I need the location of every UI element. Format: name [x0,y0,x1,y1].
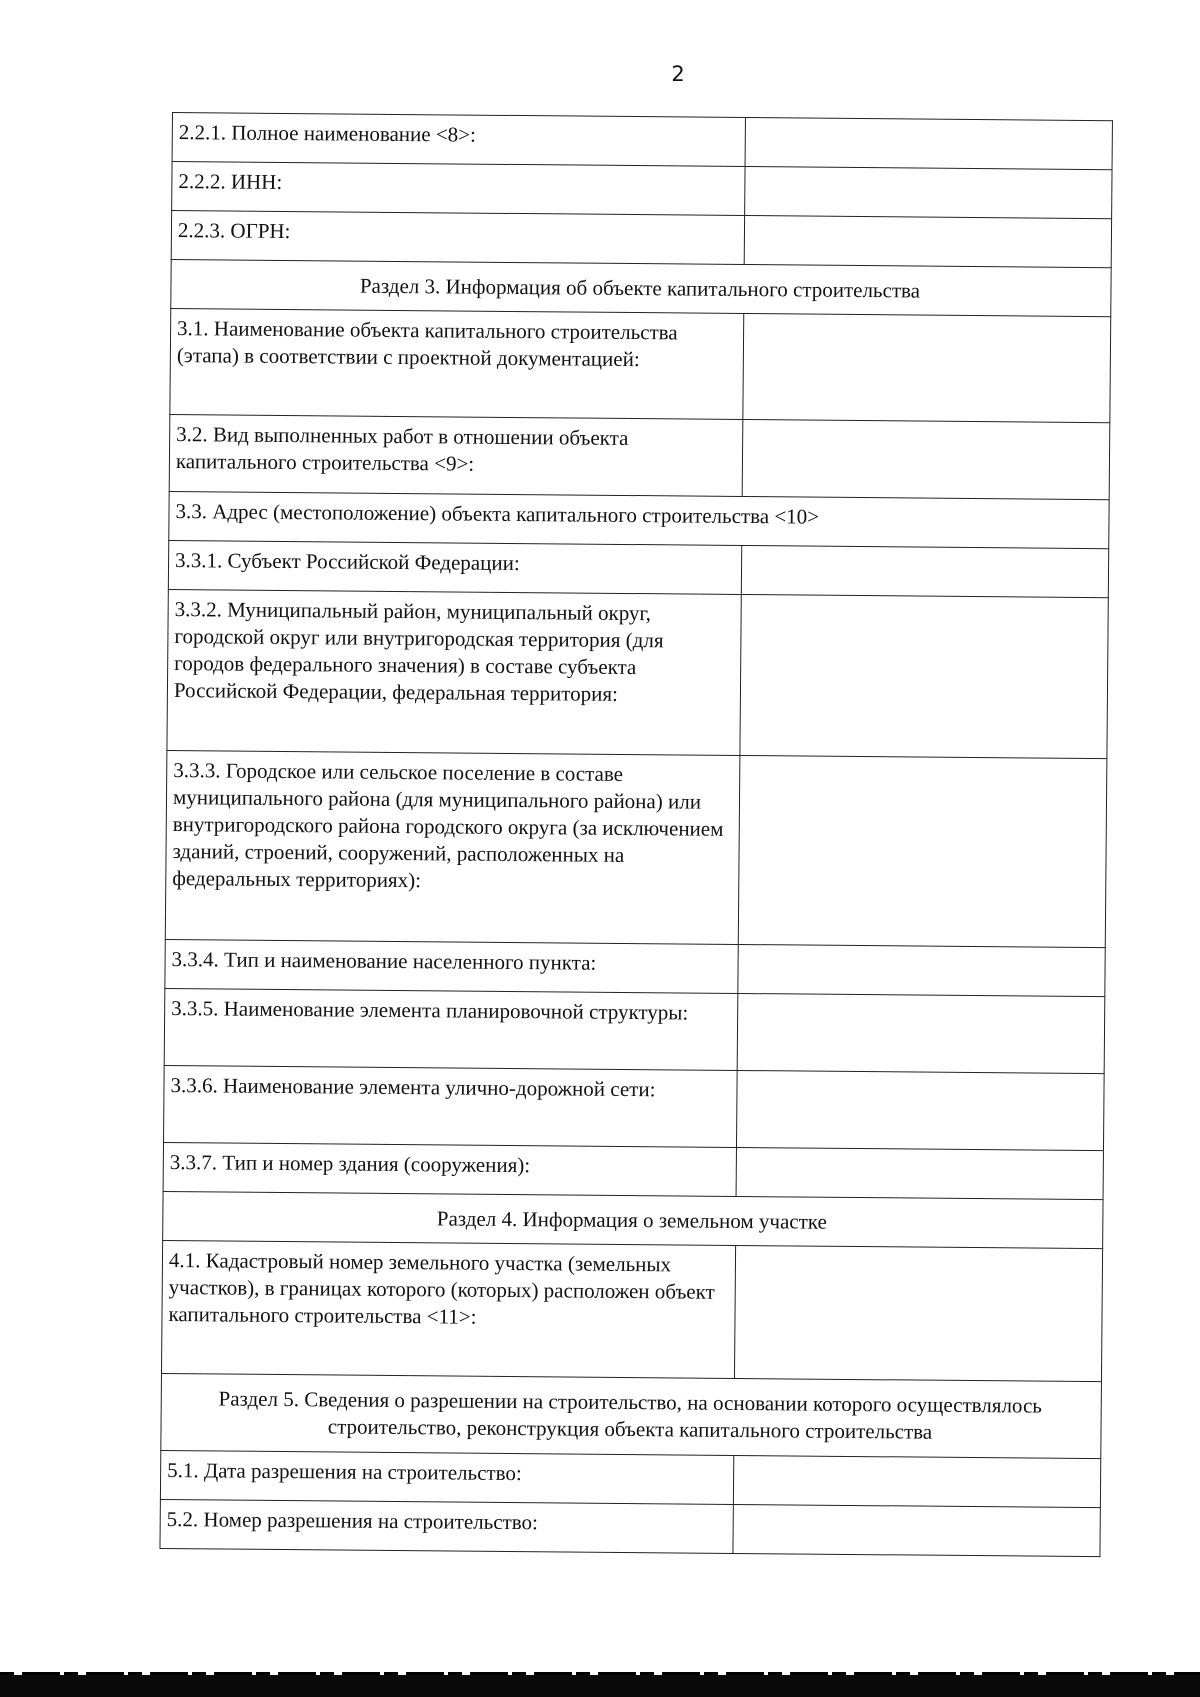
field-label: 2.2.3. ОГРН: [171,211,744,265]
field-label: 3.3. Адрес (местоположение) объекта капитального строительства <10> [169,491,1109,548]
field-label: 3.3.6. Наименование элемента улично-дорожной сети: [164,1065,738,1147]
form-row [169,491,1109,548]
form-row [167,589,1108,758]
field-label: 5.2. Номер разрешения на строительство: [160,1499,733,1553]
section-title: Раздел 4. Информация о земельном участке [163,1191,1103,1248]
field-value-cell[interactable] [734,1245,1102,1381]
field-label: 3.3.7. Тип и номер здания (сооружения): [163,1142,736,1196]
field-label: 5.1. Дата разрешения на строительство: [160,1450,733,1504]
section-header-row [171,259,1111,316]
field-value-cell[interactable] [736,1147,1103,1199]
form-row [170,308,1111,422]
field-value-cell[interactable] [736,1070,1104,1150]
field-label: 3.1. Наименование объекта капитального строительства (этапа) в соответствии с проектной документацией: [170,308,744,419]
field-label: 3.3.3. Городское или сельское поселение в составе муниципального района (для муниципального района) или внутригородского района городского округа (за исключением зданий, строений, сооружений, расположенных на федеральных территориях): [165,750,740,944]
form-row [160,1499,1100,1556]
form-row [164,1065,1105,1150]
field-value-cell[interactable] [738,755,1107,947]
field-value-cell[interactable] [744,216,1111,268]
field-label: 4.1. Кадастровый номер земельного участка (земельных участков), в границах которого (которых) расположен объект капитального строительства <11>: [161,1240,735,1378]
form-row [161,1240,1102,1381]
field-label: 2.2.1. Полное наименование <8>: [172,113,745,167]
form-row [160,1450,1100,1507]
form-row [165,750,1107,947]
section-title: Раздел 3. Информация об объекте капитального строительства [171,259,1111,316]
field-label: 3.3.4. Тип и наименование населенного пункта: [165,939,738,993]
field-label: 3.3.5. Наименование элемента планировочной структуры: [164,988,738,1070]
page-number: 2 [671,62,685,86]
field-label: 2.2.2. ИНН: [172,162,745,216]
field-value-cell[interactable] [741,545,1108,597]
form-row [169,414,1110,499]
form-row [164,988,1105,1073]
form-row [165,939,1105,996]
form-table [159,112,1113,1557]
field-value-cell[interactable] [743,313,1111,422]
field-value-cell[interactable] [745,167,1112,219]
form-row [172,113,1112,170]
field-value-cell[interactable] [733,1504,1100,1556]
section-header-row [161,1373,1102,1458]
field-value-cell[interactable] [740,594,1108,758]
field-value-cell[interactable] [745,118,1112,170]
form-row [168,540,1108,597]
form-row [171,211,1111,268]
field-label: 3.2. Вид выполненных работ в отношении объекта капитального строительства <9>: [169,414,743,496]
section-header-row [163,1191,1103,1248]
field-label: 3.3.1. Субъект Российской Федерации: [168,540,741,594]
field-value-cell[interactable] [737,993,1105,1073]
field-value-cell[interactable] [742,419,1110,499]
scan-edge-band [0,1675,1200,1697]
section-title: Раздел 5. Сведения о разрешении на строительство, на основании которого осуществлялось строительство, реконструкция объекта капитального строительства [161,1373,1102,1458]
form-row [163,1142,1103,1199]
form-table-body [160,113,1112,1557]
field-value-cell[interactable] [733,1455,1100,1507]
field-value-cell[interactable] [738,944,1105,996]
form-row [172,162,1112,219]
field-label: 3.3.2. Муниципальный район, муниципальный округ, городской округ или внутригородская территория (для городов федерального значения) в составе субъекта Российской Федерации, федеральная территория: [167,589,741,755]
